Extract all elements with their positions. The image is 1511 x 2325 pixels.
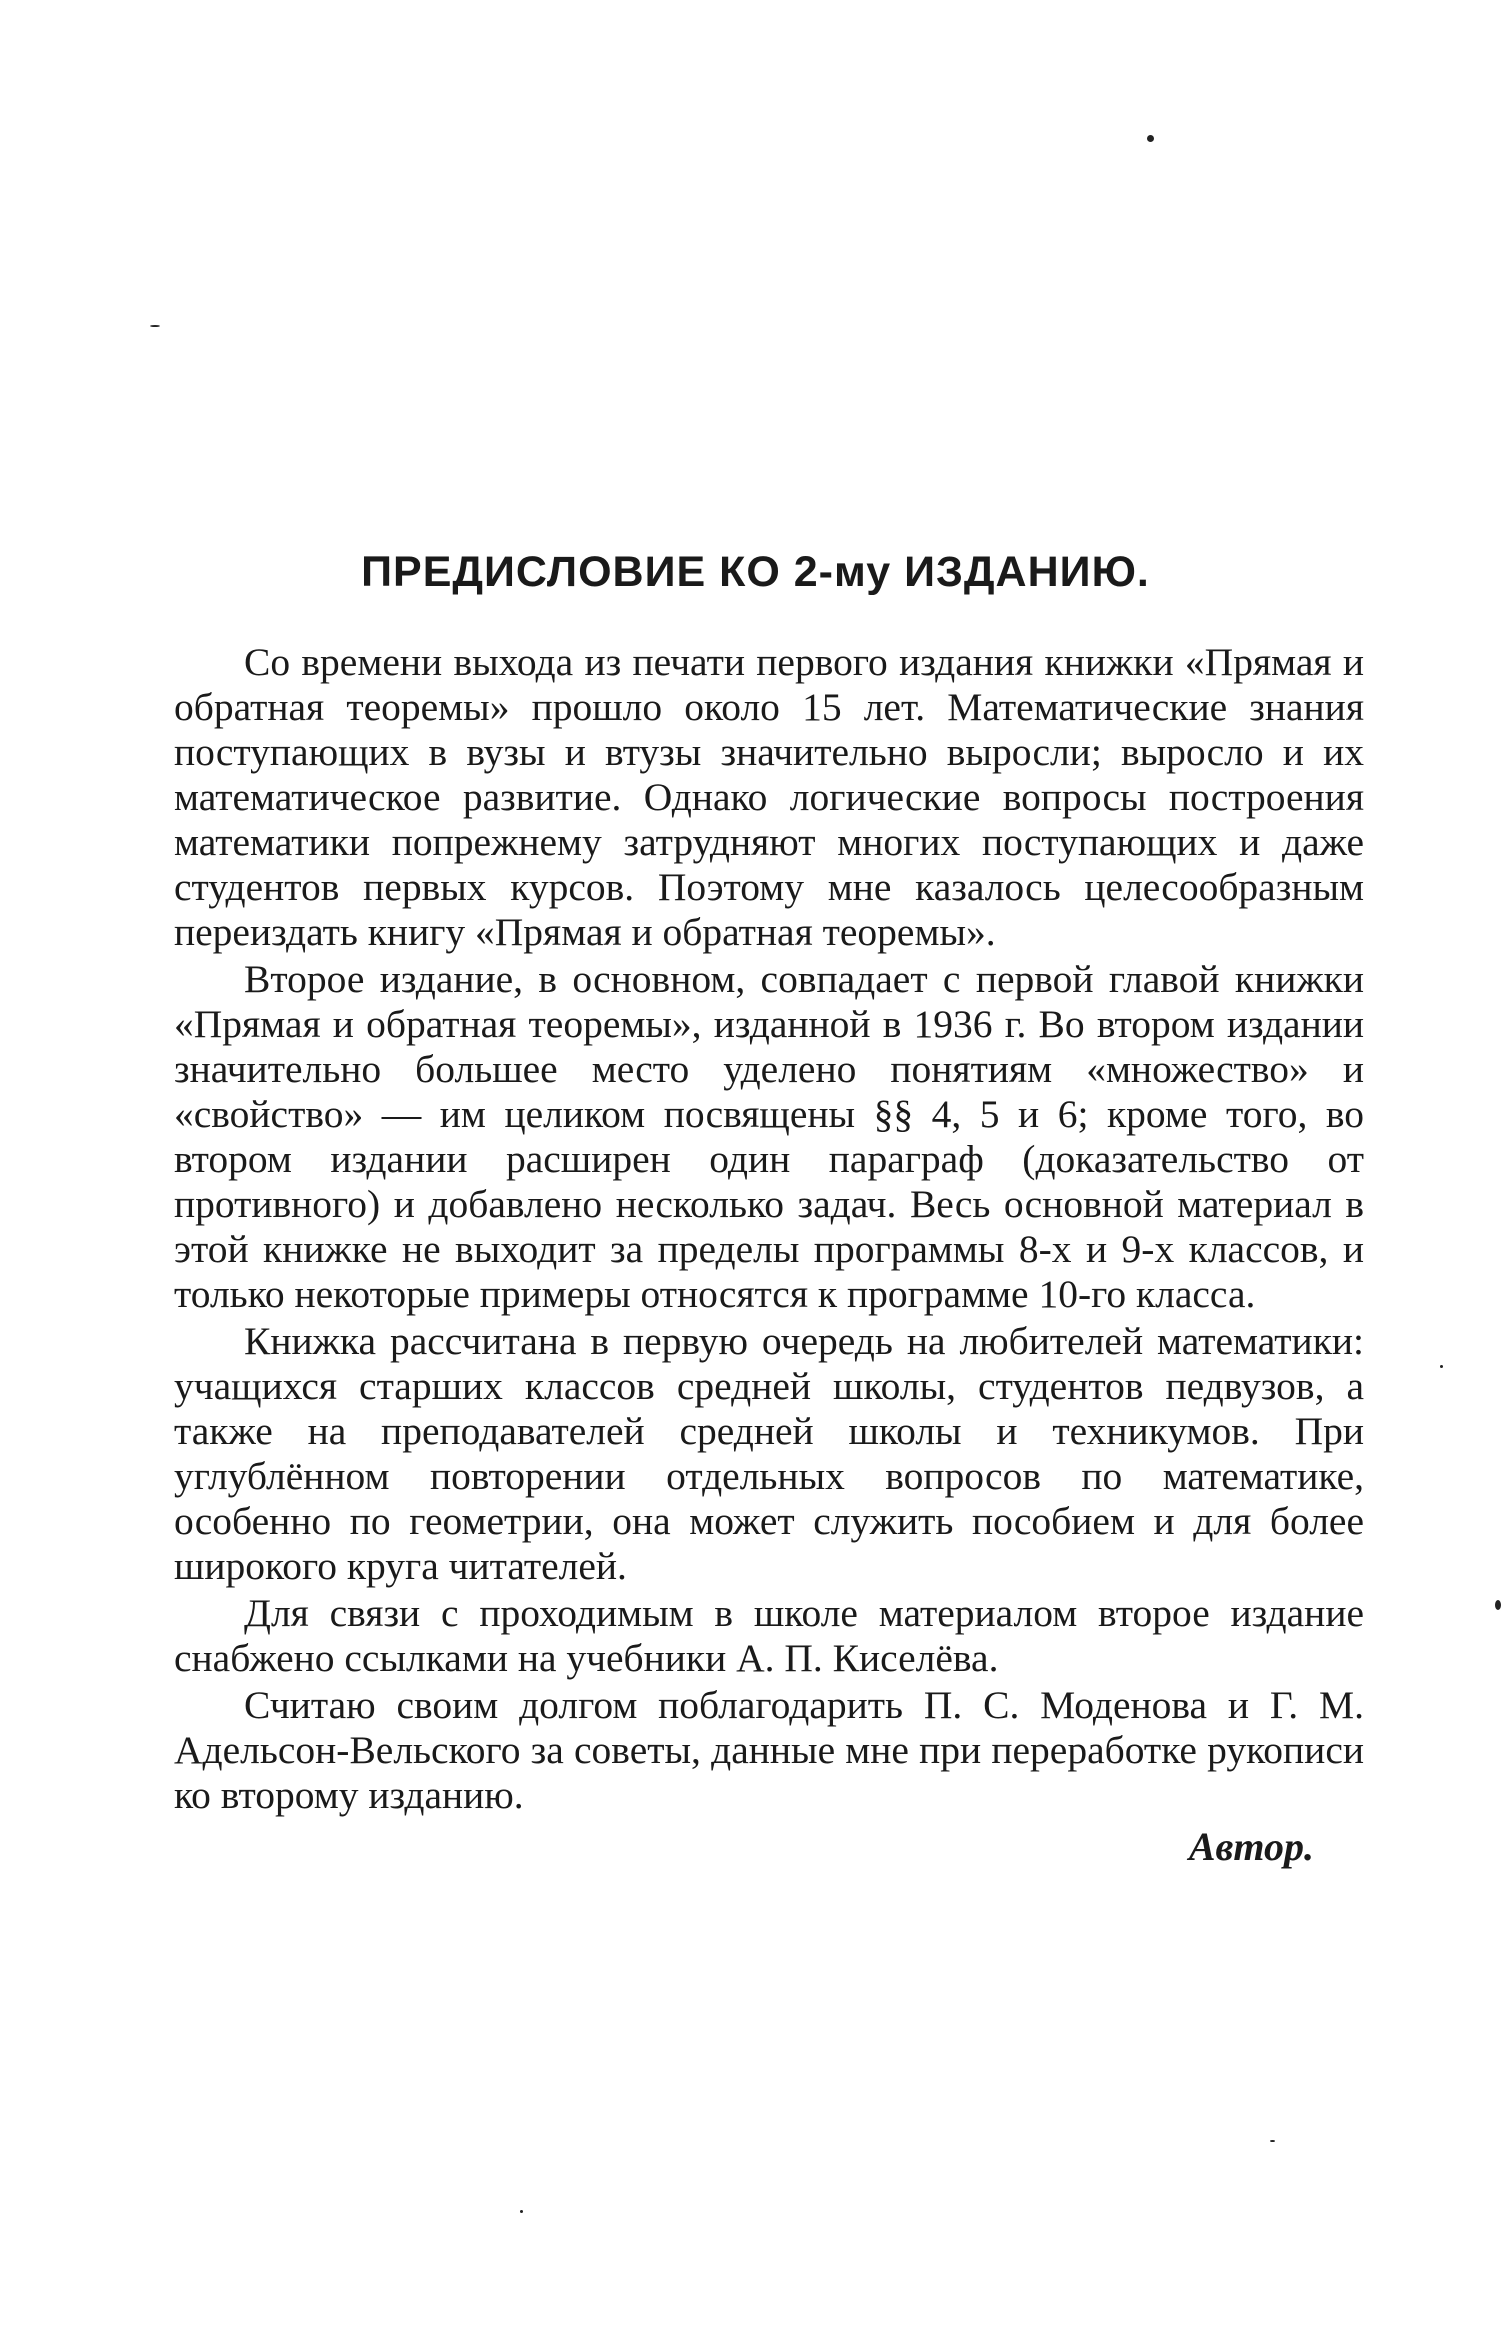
scan-speck: [150, 325, 160, 327]
scan-speck: [1495, 1600, 1501, 1610]
scan-speck: [1270, 2140, 1275, 2142]
preface-title: ПРЕДИСЛОВИЕ КО 2-му ИЗДАНИЮ.: [361, 548, 1150, 596]
scan-speck: [1440, 1365, 1443, 1368]
author-signature: Автор.: [1188, 1824, 1314, 1869]
paragraph-5: Считаю своим долгом поблагодарить П. С. Моденова и Г. М. Адельсон-Вельского за советы, данные мне при переработке рукописи ко второму изданию.: [174, 1683, 1364, 1817]
preface-body: [174, 640, 1364, 1869]
paragraph-4: Для связи с проходимым в школе материалом второе издание снабжено ссылками на учебники А. П. Киселёва.: [174, 1591, 1364, 1680]
scan-speck: [1147, 135, 1154, 142]
paragraph-3: Книжка рассчитана в первую очередь на любителей математики: учащихся старших классов средней школы, студентов педвузов, а также на преподавателей средней школы и техникумов. При углублённом повторении отдельных вопросов по математике, особенно по геометрии, она может служить пособием и для более широкого круга читателей.: [174, 1319, 1364, 1588]
scan-speck: [520, 2210, 523, 2213]
paragraph-2: Второе издание, в основном, совпадает с первой главой книжки «Прямая и обратная теоремы», изданной в 1936 г. Во втором издании значительно большее место уделено понятиям «множество» и «свойство» — им целиком посвящены §§ 4, 5 и 6; кроме того, во втором издании расширен один параграф (доказательство от противного) и добавлено несколько задач. Весь основной материал в этой книжке не выходит за пределы программы 8-х и 9-х классов, и только некоторые примеры относятся к программе 10-го класса.: [174, 957, 1364, 1316]
paragraph-1: Со времени выхода из печати первого издания книжки «Прямая и обратная теоремы» прошло около 15 лет. Математические знания поступающих в вузы и втузы значительно выросли; выросло и их математическое развитие. Однако логические вопросы построения математики попрежнему затрудняют многих поступающих и даже студентов первых курсов. Поэтому мне казалось целесообразным переиздать книгу «Прямая и обратная теоремы».: [174, 640, 1364, 954]
